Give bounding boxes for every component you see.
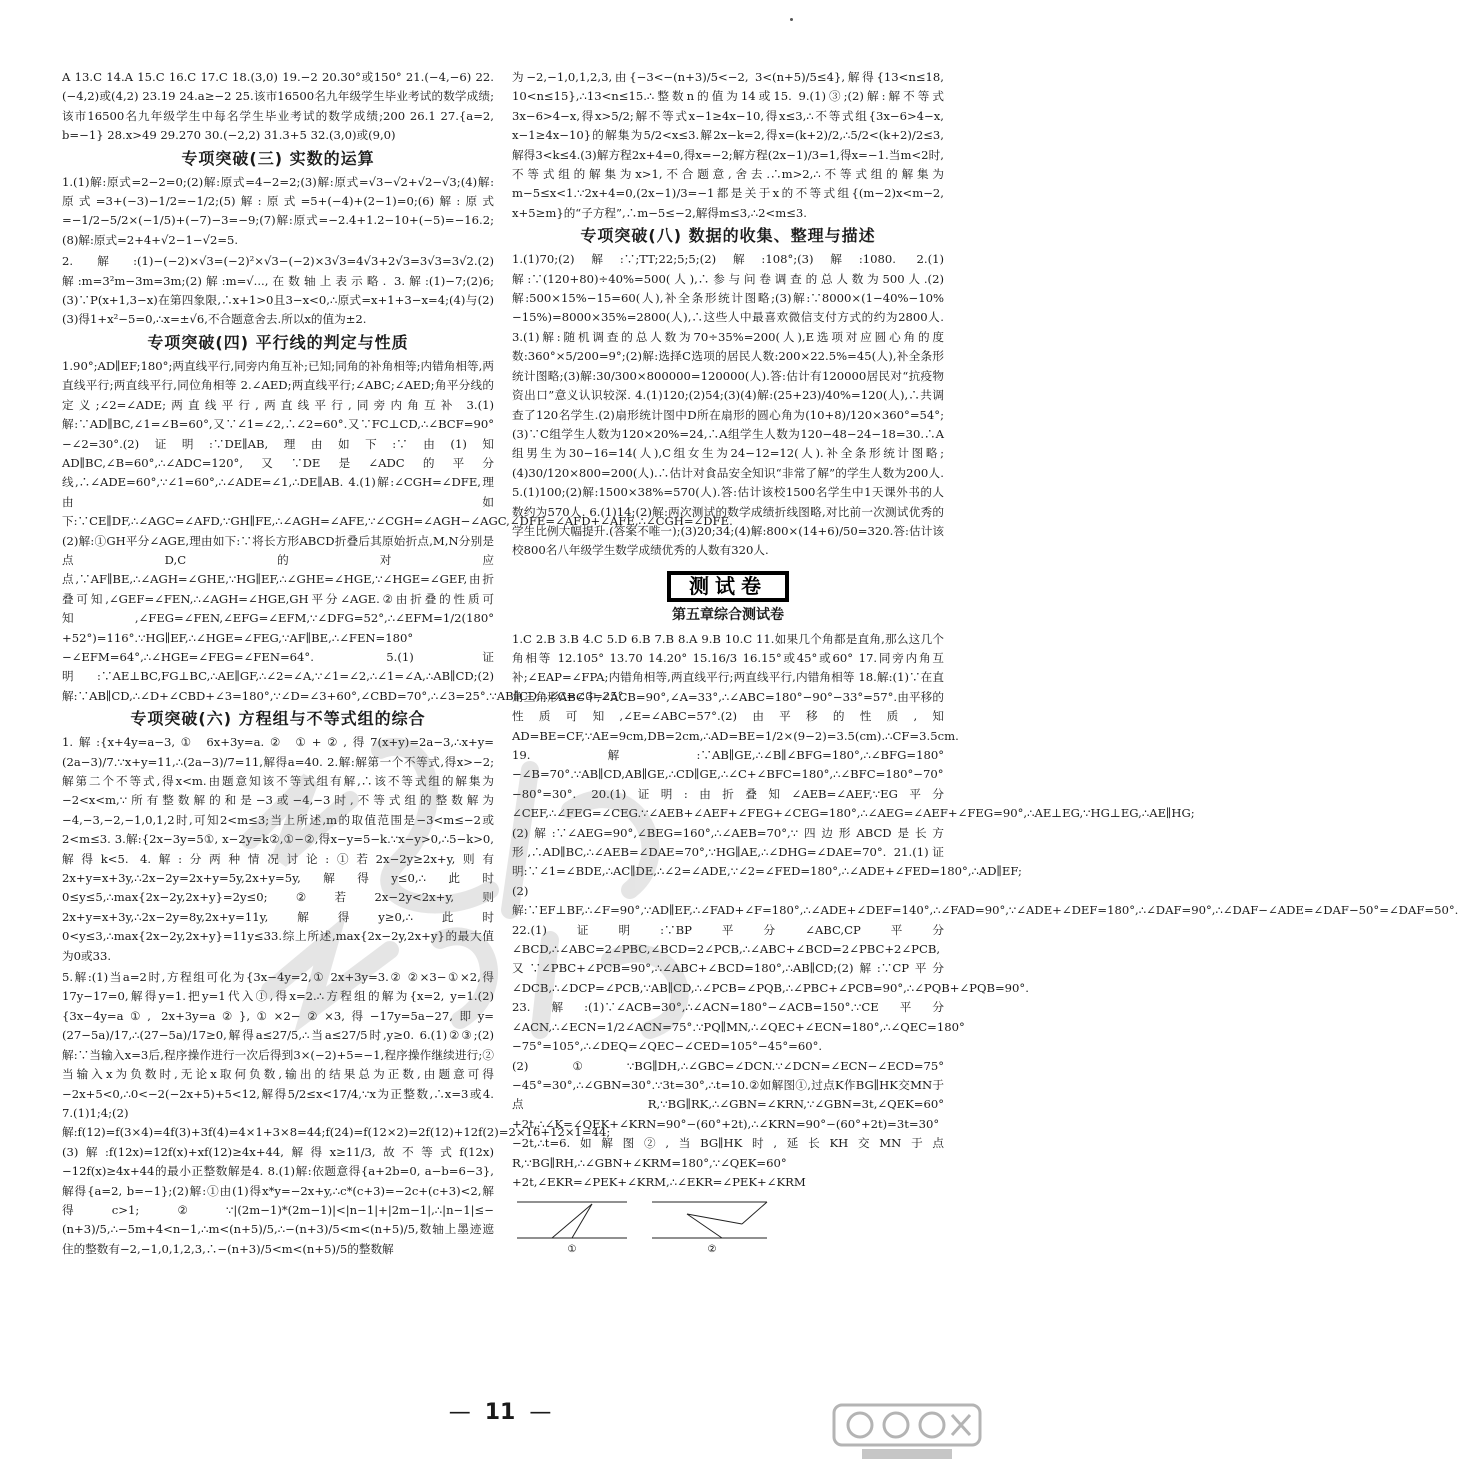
chapter-test-title: 第五章综合测试卷 <box>672 607 784 624</box>
answer-paragraph: 1.解:{x+4y=a−3,① 6x+3y=a.② ①+②,得7(x+y)=2a−3,∴x+y=(2a−3)/7.∵x+y=11,∴(2a−3)/7=11,解得a=40. 2.解:解第一个不等式,得x>−2;解第二个不等式,得x<m.由题意知该不等式组有解,∴该不等式组的解集为−2<x<m,∵所有整数解的和是−3或−4,−3时,不等式组的整数解为−4,−3,−2,−1,0,1,2时,可知2<m≤3;当上所述,m的取值范围是−3<m≤−2或2<m≤3. 3.解:{2x−3y=5①, x−2y=k②,①−②,得x−y=5−k.∵x−y>0,∴5−k>0,解得k<5. 4.解:分两种情况讨论:①若2x−2y≥2x+y,则有2x+y=x+3y,∴2x−2y=2x+y=5y,2x+y=5y,解得y≤0,∴此时0≤y≤5,∴max{2x−2y,2x+y}=2y≤0;②若2x−2y<2x+y,则2x+y=x+3y,∴2x−2y=8y,2x+y=11y,解得y≥0,∴此时0<y≤3,∴max{2x−2y,2x+y}=11y≤33.综上所述,max{2x−2y,2x+y}的最大值为0或33. <box>62 735 494 963</box>
geometry-figure <box>512 1194 772 1254</box>
section-heading: 专项突破(四) 平行线的判定与性质 <box>147 332 409 352</box>
answer-paragraph: 2.解:(1)−(−2)×√3=(−2)²×√3−(−2)×3√3=4√3+2√3=3√3=3√2.(2)解:m=3²m−3m=3m;(2)解:m=√...,在数轴上表示略. 3.解:(1)−7;(2)6;(3)∵P(x+1,3−x)在第四象限,∴x+1>0且3−x<0,∴原式=x+1+3−x=4;(4)与(2)(3)得1+x²−5=0,∴x=±√6,不合题意舍去.所以x的值为±2. <box>62 254 494 327</box>
page-number: — 11 — <box>0 1400 1000 1425</box>
right-column <box>512 68 1458 1256</box>
figure-line <box>742 1202 767 1224</box>
figure-label: ② <box>707 1244 717 1256</box>
section-heading: 专项突破(三) 实数的运算 <box>181 148 375 168</box>
figure-line <box>552 1204 592 1238</box>
answer-paragraph: 5.解:(1)当a=2时,方程组可化为{3x−4y=2,① 2x+3y=3.② ②×3−①×2,得17y−17=0,解得y=1.把y=1代入①,得x=2.∴方程组的解为{x=2, y=1.(2){3x−4y=a①, 2x+3y=a②},①×2−②×3,得−17y=5a−27,即y=(27−5a)/17,∴(27−5a)/17≥0,解得a≤27/5,∴当a≤27/5时,y≥0. 6.(1)②③;(2)解:∵当输入x=3后,程序操作进行一次后得到3×(−2)+5=−1,程序操作继续进行;②当输入x为负数时,无论x取何负数,输出的结果总为正数,由题意可得−2x+5<0,∴0<−2(−2x+5)+5<12,解得5/2≤x<17/4,∵x为正整数,∴x=3或4. 7.(1)1;4;(2)解:f(12)=f(3×4)=4f(3)+3f(4)=4×1+3×8=44;f(24)=f(12×2)=2f(12)+12f(2)=2×16+12×1=44;(3)解:f(12x)=12f(x)+xf(12)≥4x+44,解得x≥11/3,故不等式f(12x)−12f(x)≥4x+44的最小正整数解是4. 8.(1)解:依题意得{a+2b=0, a−b=6−3},解得{a=2, b=−1};(2)解:①由(1)得x*y=−2x+y,∴c*(c+3)=−2c+(c+3)<2,解得c>1;②∵|(2m−1)*(2m−1)|<|n−1|+|2m−1|,∴|n−1|≤−(n+3)/5,∴−5m+4<n−1,∴m<(n+5)/5,∴−(n+3)/5<m<(n+5)/5,数轴上墨迹遮住的整数有−2,−1,0,1,2,3,∴−(n+3)/5<m<(n+5)/5的整数解 <box>62 970 611 1256</box>
figure-label: ① <box>567 1244 577 1256</box>
figure-line <box>572 1204 592 1238</box>
answer-paragraph: 1.90°;AD∥EF;180°;两直线平行,同旁内角互补;已知;同角的补角相等;内错角相等,两直线平行;两直线平行,同位角相等 2.∠AED;两直线平行;∠ABC;∠AED;角平分线的定义;∠2=∠ADE;两直线平行,两直线平行,同旁内角互补 3.(1)解:∵AD∥BC,∠1=∠B=60°,又∵∠1=∠2,∴∠2=60°.又∵FC⊥CD,∴∠BCF=90°−∠2=30°.(2)证明:∵DE∥AB,理由如下:∵由(1)知AD∥BC,∠B=60°,∴∠ADC=120°,又∵DE是∠ADC的平分线,∴∠ADE=60°,∵∠1=60°,∴∠ADE=∠1,∴DE∥AB. 4.(1)解:∠CGH=∠DFE,理由如下:∵CE∥DF,∴∠AGC=∠AFD,∵GH∥FE,∴∠AGH=∠AFE,∵∠CGH=∠AGH−∠AGC,∠DFE=∠AFD+∠AFE,∴∠CGH=∠DFE.(2)解:①GH平分∠AGE,理由如下:∵将长方形ABCD折叠后其原始折点,M,N分别是点D,C的对应点,∵AF∥BE,∴∠AGH=∠GHE,∵HG∥EF,∴∠GHE=∠HGE,∵∠HGE=∠GEF,由折叠可知,∠GEF=∠FEN,∴∠AGH=∠HGE,GH平分∠AGE.②由折叠的性质可知,∠FEG=∠FEN,∠EFG=∠EFM,∵∠DFG=52°,∴∠EFM=1/2(180°+52°)=116°.∵HG∥EF,∴∠HGE=∠FEG,∵AF∥BE,∴∠FEN=180°−∠EFM=64°,∴∠HGE=∠FEG=∠FEN=64°. 5.(1)证明:∵AE⊥BC,FG⊥BC,∴AE∥GF,∴∠2=∠A,∵∠1=∠2,∴∠1=∠A,∴AB∥CD;(2)解:∵AB∥CD,∴∠D+∠CBD+∠3=180°,∵∠D=∠3+60°,∠CBD=70°,∴∠3=25°.∵AB∥CD,∴∠C=∠3=25°. <box>62 358 733 703</box>
answer-paragraph: A 13.C 14.A 15.C 16.C 17.C 18.(3,0) 19.−2 20.30°或150° 21.(−4,−6) 22.(−4,2)或(4,2) 23.19 24.a≥−2 25.该市16500名九年级学生毕业考试的数学成绩;该市16500名九年级学生中每名学生毕业考试的数学成绩;200 26.1 27.{a=2, b=−1} 28.x>49 29.270 30.(−2,2) 31.3+5 32.(3,0)或(9,0) <box>62 70 494 143</box>
answer-paragraph: 为−2,−1,0,1,2,3,由{−3<−(n+3)/5<−2, 3<(n+5)/5≤4},解得{13<n≤18, 10<n≤15},∴13<n≤15.∴整数n的值为14或15. 9.(1)③;(2)解:解不等式3x−6>4−x,得x>5/2;解不等式x−1≥4x−10,得x≤3,∴不等式组{3x−6>4−x, x−1≥4x−10}的解集为5/2<x≤3.解2x−k=2,得x=(k+2)/2,∴5/2<(k+2)/2≤3,解得3<k≤4.(3)解方程2x+4=0,得x=−2;解方程(2x−1)/3=1,得x=−1.当m<2时,不等式组的解集为x>1,不合题意,舍去.∴m>2,∴不等式组的解集为m−5≤x<1.∵2x+4=0,(2x−1)/3=−1都是关于x的不等式组{(m−2)x<m−2, x+5≥m}的“子方程”,∴m−5≤−2,解得m≤3,∴2<m≤3. <box>512 70 944 220</box>
corner-logo-image <box>832 1403 982 1463</box>
answer-paragraph: 1.C 2.B 3.B 4.C 5.D 6.B 7.B 8.A 9.B 10.C 11.如果几个角都是直角,那么这几个角相等 12.105° 13.70 14.20° 15.16/3 16.15°或45°或60° 17.同旁内角互补;∠EAP=∠FPA;内错角相等,两直线平行;两直线平行,内错角相等 18.解:(1)∵在直角三角形ABC中,∠ACB=90°,∠A=33°,∴∠ABC=180°−90°−33°=57°.由平移的性质可知,∠E=∠ABC=57°.(2)由平移的性质,知AD=BE=CF,∵AE=9cm,DB=2cm,∴AD=BE=1/2×(9−2)=3.5(cm).∴CF=3.5cm. 19.解:∵AB∥GE,∴∠B∥∠BFG=180°,∴∠BFG=180°−∠B=70°.∵AB∥CD,AB∥GE,∴CD∥GE,∴∠C+∠BFC=180°,∴∠BFC=180°−70°−80°=30°. 20.(1)证明:由折叠知∠AEB=∠AEF,∵EG平分∠CEF,∴∠FEG=∠CEG.∵∠AEB+∠AEF+∠FEG+∠CEG=180°,∴∠AEG=∠AEF+∠FEG=90°,∴AE⊥EG,∵HG⊥EG,∴AE∥HG;(2)解:∵∠AEG=90°,∠BEG=160°,∴∠AEB=70°,∵四边形ABCD是长方形,∴AD∥BC,∴∠AEB=∠DAE=70°,∵HG∥AE,∴∠DHG=∠DAE=70°. 21.(1)证明:∵∠1=∠BDE,∴AC∥DE,∴∠2=∠ADE,∵∠2=∠FED=180°,∴∠ADE+∠FED=180°,∴AD∥EF;(2)解:∵EF⊥BF,∴∠F=90°,∵AD∥EF,∴∠FAD+∠F=180°,∴∠ADE+∠DEF=140°,∴∠FAD=90°,∵∠ADE+∠DEF=180°,∴∠DAF=90°,∴∠DAF−∠ADE=∠DAF−50°=∠DAF=50°. 22.(1)证明:∵BP平分∠ABC,CP平分∠BCD,∴∠ABC=2∠PBC,∠BCD=2∠PCB,∴∠ABC+∠BCD=2∠PBC+2∠PCB,又∵∠PBC+∠PCB=90°,∴∠ABC+∠BCD=180°,∴AB∥CD;(2)解:∵CP平分∠DCB,∴∠DCP=∠PCB,∵AB∥CD,∴∠PCB=∠PQB,∴∠PBC+∠PCB=90°,∴∠PQB+∠PQB=90°. 23.解:(1)∵∠ACB=30°,∴∠ACN=180°−∠ACB=150°.∵CE平分∠ACN,∴∠ECN=1/2∠ACN=75°.∵PQ∥MN,∴∠QEC+∠ECN=180°,∴∠QEC=180°−75°=105°,∴∠DEQ=∠QEC−∠CED=105°−45°=60°.(2)①∵BG∥DH,∴∠GBC=∠DCN.∵∠DCN=∠ECN−∠ECD=75°−45°=30°,∴∠GBN=30°.∵3t=30°,∴t=10.②如解图①,过点K作BG∥HK交MN于点R,∵BG∥RK,∴∠GBN=∠KRN,∵∠GBN=3t,∠QEK=60°+2t,∴∠K=∠QEK+∠KRN=90°−(60°+2t),∴∠KRN=90°−(60°+2t)=3t=30°−2t,∴t=6.如解图②,当BG∥HK时,延长KH交MN于点R,∵BG∥RH,∴∠GBN+∠KRM=180°,∵∠QEK=60°+2t,∠EKR=∠PEK+∠KRM,∴∠EKR=∠PEK+∠KRM <box>512 631 1458 1189</box>
answer-paragraph: 1.(1)解:原式=2−2=0;(2)解:原式=4−2=2;(3)解:原式=√3−√2+√2−√3;(4)解:原式=3+(−3)−1/2=−1/2;(5)解:原式=5+(−4)+(2−1)=0;(6)解:原式=−1/2−5/2×(−1/5)+(−7)−3=−9;(7)解:原式=−2.4+1.2−10+(−5)=−16.2;(8)解:原式=2+4+√2−1−√2=5. <box>62 174 494 247</box>
section-heading: 专项突破(八) 数据的收集、整理与描述 <box>580 226 876 246</box>
test-banner: 测试卷 <box>667 571 789 602</box>
section-heading: 专项突破(六) 方程组与不等式组的综合 <box>130 709 426 729</box>
figure-line <box>687 1214 742 1224</box>
answer-paragraph: 1.(1)70;(2)解:∵;TT;22;5;5;(2)解:108°;(3)解:1080. 2.(1)解:∵(120+80)÷40%=500(人),∴参与问卷调查的总人数为500人.(2)解:500×15%−15=60(人),补全条形统计图略;(3)解:∵8000×(1−40%−10%−15%)=8000×35%=2800(人),∴这些人中最喜欢微信支付方式的约为2800人. 3.(1)解:随机调查的总人数为70÷35%=200(人),E选项对应圆心角的度数:360°×5/200=9°;(2)解:选择C选项的居民人数:200×22.5%=45(人),补全条形统计图略;(3)解:30/300×800000=120000(人).答:估计有120000居民对“抗疫物资出口”意义认识较深. 4.(1)120;(2)54;(3)(4)解:(25+23)/40%=120(人),∴共调查了120名学生.(2)扇形统计图中D所在扇形的圆心角为(10+8)/120×360°=54°;(3)∵C组学生人数为120×20%=24,∴A组学生人数为120−48−24−18=30.∴A组男生为30−16=14(人),C组女生为24−12=12(人).补全条形统计图略;(4)30/120×800=200(人).∴估计对食品安全知识“非常了解”的学生人数为200人. 5.(1)100;(2)解:1500×38%=570(人).答:估计该校1500名学生中1天课外书的人数约为570人. 6.(1)14;(2)解:两次测试的数学成绩折线图略,对比前一次测试优秀的学生比例大幅提升.(答案不唯一);(3)20;34;(4)解:800×(14+6)/50=320.答:估计该校800名八年级学生数学成绩优秀的人数有320人. <box>512 252 944 558</box>
speck-dot <box>790 18 793 21</box>
